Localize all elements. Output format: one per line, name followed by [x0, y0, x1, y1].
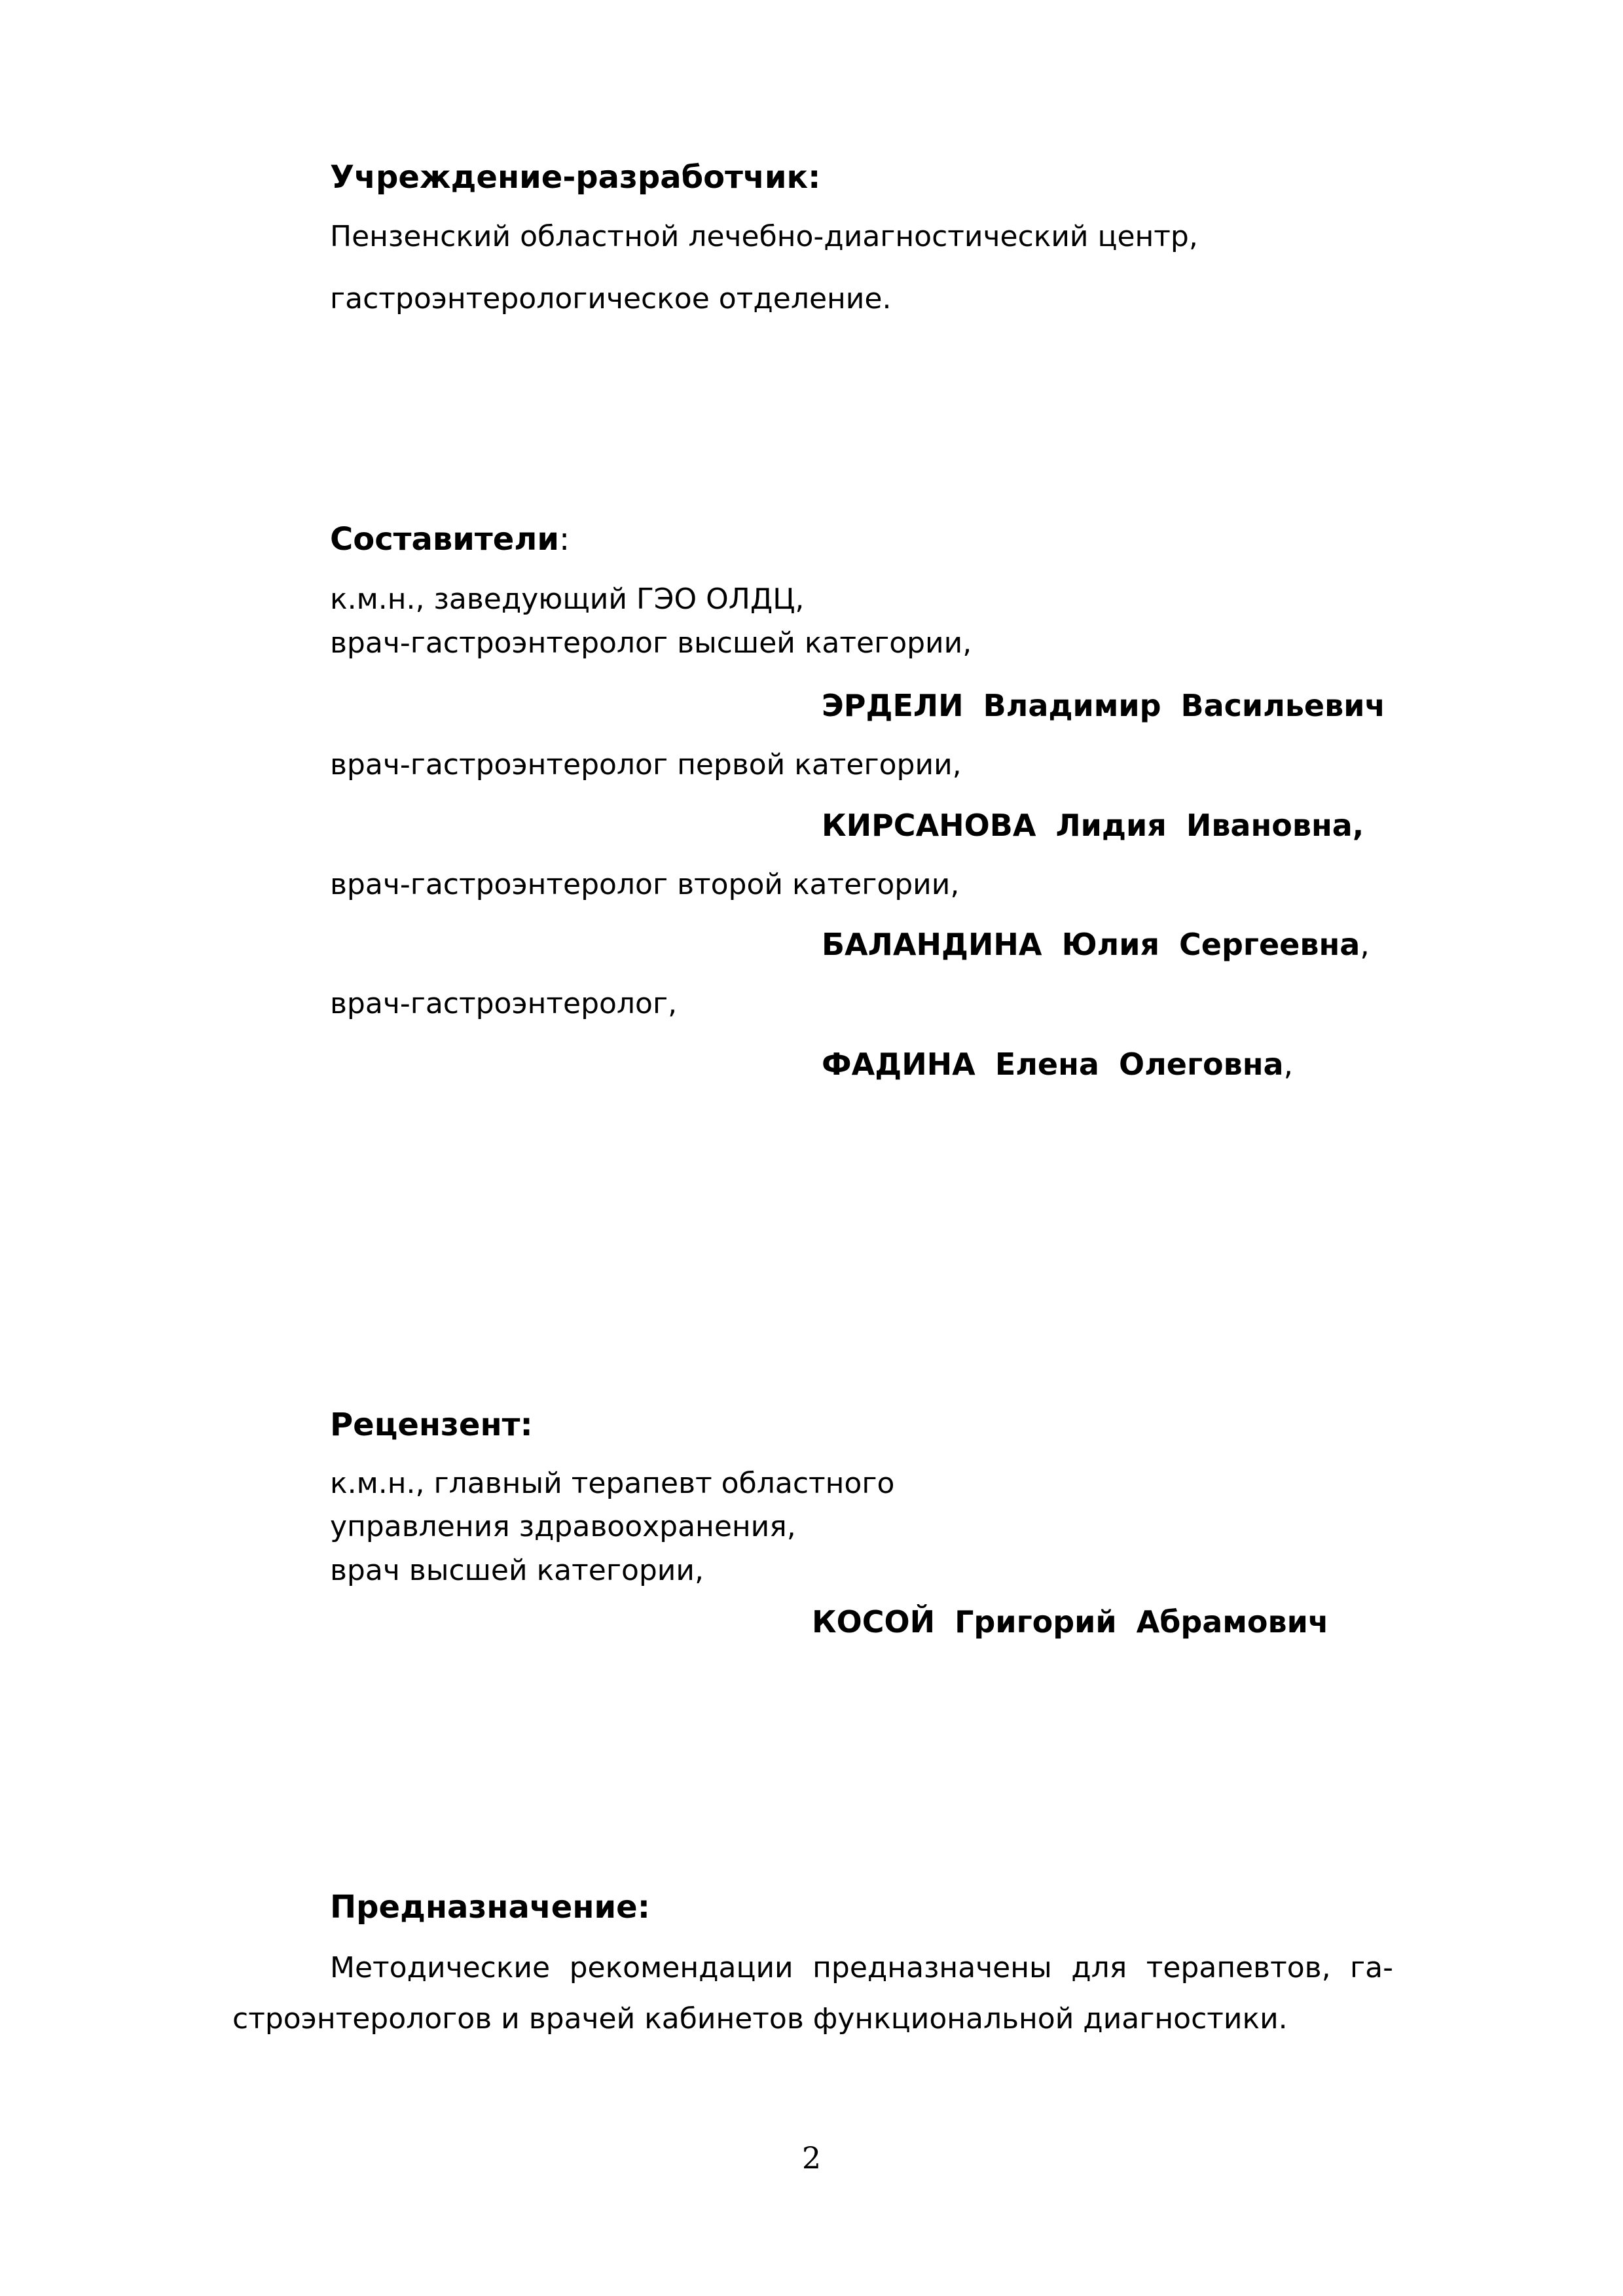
author-4-surname: ФАДИНА — [822, 1047, 976, 1082]
purpose-text-line-2: строэнтерологов и врачей кабинетов функциональной диагностики. — [232, 2002, 1288, 2036]
author-3-trail: , — [1360, 927, 1370, 962]
reviewer-name — [812, 1604, 1329, 1640]
page-number: 2 — [801, 2140, 822, 2176]
purpose-heading: Предназначение: — [330, 1889, 650, 1926]
reviewer-surname: КОСОЙ — [812, 1604, 936, 1640]
author-3-surname: БАЛАНДИНА — [822, 927, 1042, 962]
author-4-given: Елена Олеговна — [994, 1047, 1284, 1082]
author-1-role-2: врач-гастроэнтеролог высшей категории, — [330, 626, 972, 660]
developer-heading: Учреждение-разработчик: — [330, 159, 821, 196]
author-3-given: Юлия Сергеевна — [1061, 927, 1360, 962]
developer-line-2: гастроэнтерологическое отделение. — [330, 282, 892, 315]
authors-heading — [330, 521, 570, 558]
author-4-trail: , — [1283, 1047, 1294, 1082]
author-1-surname: ЭРДЕЛИ — [822, 688, 964, 723]
author-2-surname: КИРСАНОВА — [822, 808, 1036, 843]
author-2-given: Лидия Ивановна — [1055, 808, 1353, 843]
reviewer-given: Григорий Абрамович — [955, 1604, 1329, 1640]
developer-line-1: Пензенский областной лечебно-диагностический центр, — [330, 220, 1198, 253]
author-4-role-1: врач-гастроэнтеролог, — [330, 987, 678, 1020]
author-4-name — [822, 1047, 1294, 1082]
author-1-name — [822, 688, 1386, 723]
author-2-name — [822, 808, 1364, 843]
author-2-role-1: врач-гастроэнтеролог первой категории, — [330, 748, 962, 781]
authors-heading-colon: : — [559, 521, 570, 558]
reviewer-role-3: врач высшей категории, — [330, 1554, 704, 1587]
reviewer-heading: Рецензент: — [330, 1407, 533, 1443]
author-1-given: Владимир Васильевич — [983, 688, 1386, 723]
authors-heading-text: Составители — [330, 521, 560, 558]
reviewer-role-1: к.м.н., главный терапевт областного — [330, 1467, 895, 1500]
author-3-role-1: врач-гастроэнтеролог второй категории, — [330, 868, 960, 901]
author-2-trail: , — [1352, 808, 1364, 843]
author-1-role-1: к.м.н., заведующий ГЭО ОЛДЦ, — [330, 583, 805, 616]
purpose-text-line-1: Методические рекомендации предназначены для терапевтов, га- — [330, 1951, 1393, 1984]
author-3-name — [822, 929, 1370, 960]
reviewer-role-2: управления здравоохранения, — [330, 1510, 796, 1543]
